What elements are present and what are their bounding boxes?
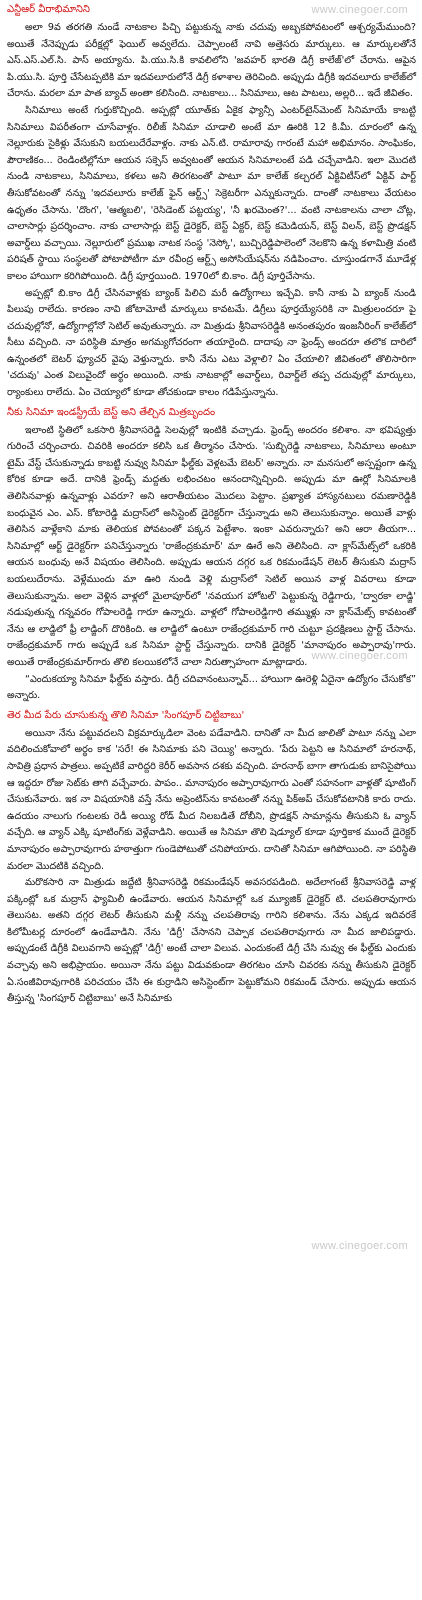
- paragraph: సినిమాలు అంటే గుర్తుకొచ్చింది. అప్పట్లో యూత్‌కు ఏకైక ఫ్యాన్సీ ఎంటర్‌టైన్‌మెంట్ సినిమాయే కాబట్టి సినిమాలు విపరీతంగా చూసేవాళ్లం. రిలీజ్ సినిమా చూడాలి అంటే మా ఊరికి 12 కి.మీ. దూరంలో ఉన్న నెల్లూరుకు సైకిళ్లు వేసుకుని బయలుదేరేవాళ్లం. నాకు ఎన్.టి. రామారావు గారంటే మహా అభిమానం. సాంఘికం, పౌరాణికం... రెండింటిల్లోనూ ఆయన సక్సెస్ అవ్వటంతో ఆయన సినిమాలంటే పడి చచ్చేవాడిని. ఇలా మొదటి నుండి నాటకాలు, సినిమాలు, కళలు అని తిరగటంతో పాటూ మా కాలేజ్ కల్చరల్ ఏక్టివిటీస్‌లో ఏక్టివ్ పార్ట్ తీసుకోవటంతో నన్ను 'ఇదవలూరు కాలేజ్ ఫైన్ ఆర్ట్స్' సెక్రెటరీగా ఎన్నుకున్నారు. దాంతో నాటకాలు వేయటం ఉధృతం చేసాను. 'దొంగ', 'ఆత్మబలి', 'రెసిడెంట్ పట్టయ్య', 'నీ ఖరమెంత?'... వంటి నాటకాలను చాలా చోట్ల, చాలాసార్లు ప్రదర్శించాం. నాకు చాలాసార్లు బెస్ట్ డైరెక్టర్, బెస్ట్ ఏక్టర్, బెస్ట్ కమెడియన్, బెస్ట్ విలన్, బెస్ట్ ప్రొడక్షన్ అవార్డ్‌లు వచ్చాయి. నెల్లూరులో ప్రముఖ నాటక సంస్థ 'నెస్కో', బుచ్చిరెడ్డిపాలెంలో నెలకొని ఉన్న కళామిత్రి వంటి పరిషత్ స్థాయి సంస్థలతో పోటాపోటీగా మా రవీంద్ర ఆర్ట్స్ అసోసియేషన్‌ను నడిపించాం. చూస్తుండగానే మూడేళ్ల కాలం హాయిగా కరిగిపోయింది. డిగ్రీ పూర్తయింది. 1970లో బి.కాం. డిగ్రీ పూర్తిచేసాను.: [7, 104, 416, 282]
- section-ntr-fan: [7, 2, 416, 402]
- section-friends-advice: [7, 405, 416, 705]
- section-heading: నీకు సినిమా ఇండస్ట్రీయే బెస్ట్ అని తేల్చిన మిత్రబృందం: [7, 406, 216, 418]
- section-heading: ఎన్టీఆర్ వీరాభిమానిని: [7, 4, 90, 15]
- section-heading: తెర మీద పేరు చూసుకున్న తొలి సినిమా 'సింగపూర్ చిట్టిబాబు': [7, 709, 245, 721]
- watermark: www.cinegoer.com: [311, 4, 408, 16]
- watermark: www.cinegoer.com: [311, 1240, 408, 1252]
- watermark: www.cinegoer.com: [311, 650, 408, 662]
- quote-paragraph: “ఎందుకయ్యా సినిమా ఫీల్డ్‌కు వస్తారు. డిగ్రీ చదివానంటున్నావ్... హాయిగా ఊరెళ్లి ఏదైనా ఉద్యోగం చేసుకోక” అన్నారు.: [7, 673, 416, 702]
- paragraph: అప్పట్లో బి.కాం డిగ్రీ చేసినవాళ్లకు బ్యాంక్ పిలిచి మరీ ఉద్యోగాలు ఇచ్చేవి. కానీ నాకు ఏ బ్యాంక్ నుండి పిలుపు రాలేదు. కారణం నావి జోటామోటీ మార్కులు కావటమే. డిగ్రీలు పూర్తయ్యేసరికి నా మిత్రులందరూ పై చదువుల్లోనో, ఉద్యోగాల్లోనో సెటిల్ అవుతున్నారు. నా మిత్రుడు శ్రీనివాసరెడ్డికి అనంతపురం ఇంజనీరింగ్ కాలేజ్‌లో సీటు వచ్చింది. నా పరిస్థితి మాత్రం అగమ్యగోచరంగా తయారైంది. దాదాపు నా ఫ్రెండ్స్ అందరూ తలొక దారిలో ఉన్నంతలో బెటర్ ఫ్యూచర్ వైపు వెళ్తున్నారు. కానీ నేను ఎటు వెళ్లాలి? ఏం చేయాలి? జీవితంలో తొలిసారిగా 'చదువు' ఎంత విలువైందో అర్థం అయింది. నాకు నాటకాల్లో అవార్డ్‌లు, రివార్డ్‌లే తప్ప చదువుల్లో మార్కులు, ర్యాంకులు రాలేదు. ఏం చెయ్యాలో కూడా తోచకుండా కాలం గడిపేస్తున్నాను.: [7, 287, 416, 399]
- section-first-film-credit: [7, 708, 416, 1008]
- paragraph: మరొకసారి నా మిత్రుడు జద్దేటి శ్రీనివాసరెడ్డి రికమండేషన్ అవసరపడింది. అదేలాగంటే శ్రీనివాసరెడ్డి వాళ్ల పక్కింట్లో ఒక మద్రాస్ ఫ్యామిలీ ఉండేవారు. ఆయన సినిమాల్లో ఒక మ్యూజిక్ డైరెక్టర్ టి. చలపతిరావుగారు తెలుసట. అతని దగ్గర లెటర్ తీసుకుని మళ్లీ నన్ను చలపతిరావు గారిని కలిశాను. నేను ఎక్కడ ఇదివరకే కిలోమీటర్ల దూరంలో ఉండేవాడిని. నేను 'డిగ్రీ' చేసానని చెప్పాక చలపతిరావుగారు నా మీద జాలిపడ్డారు. అప్పుడంటే డిగ్రీకి విలువగాని అప్పట్లో 'డిగ్రీ' అంటే చాలా విలువ. ఎందుకంటే డిగ్రీ చేసి నువ్వు ఈ ఫీల్డ్‌కు ఎందుకు వచ్చావు అని అభిప్రాయం. అయినా నేను పట్టు విడువకుండా తిరగటం చూసి చివరకు నన్ను తీసుకుని డైరెక్టర్ ఏ.సంజీవిరావుగారికి పరిచయం చేసి ఈ కుర్రాడిని అసిస్టెంట్‌గా పెట్టుకోమని రికమండ్ చేసారు. అప్పుడు ఆయన తీస్తున్న 'సింగపూర్ చిట్టిబాబు' అనే సినిమాకు: [7, 877, 416, 1005]
- paragraph: అలా 9వ తరగతి నుండే నాటకాల పిచ్చి పట్టుకున్న నాకు చదువు అబ్బకపోవటంలో ఆశ్చర్యమేముంది? అయితే నేనెప్పుడు పరీక్షల్లో ఫెయిల్ అవ్వలేదు. చెప్పాలంటే నావి అత్తెసరు మార్కులు. ఆ మార్కులతోనే ఎస్.ఎస్.ఎల్.సి. పాస్ అయ్యాను. పి.యు.సి.కి కావలిలోని 'జవహర్ భారతి డిగ్రీ కాలేజ్'లో చేరాను. ఆపైన పి.యు.సి. పూర్తి చేసేటప్పటికి మా ఇదవలూరులోనే డిగ్రీ కళాశాల తెరిచింది. అప్పుడు డిగ్రీకి ఇదవలూరు కాలేజ్‌లో చేరాను. మరలా మా పాత బ్యాచ్ అంతా కలిసింది. నాటకాలు... సినిమాలు, ఆట పాటలు, అల్లరి... ఇదే జీవితం.: [7, 22, 416, 100]
- paragraph: ఇలాంటి స్థితిలో ఒకసారి శ్రీనివాసరెడ్డి సెలవుల్లో ఇంటికి వచ్చాడు. ఫ్రెండ్స్ అందరం కలిశాం. నా భవిష్యత్తు గురించే చర్చించారు. చివరికి అందరూ కలిసి ఒక తీర్మానం చేసారు. 'సుబ్బిరెడ్డి నాటకాలు, సినిమాలు అంటూ టైమ్ వేస్ట్ చేసుకున్నాడు కాబట్టి నువ్వు సినిమా ఫీల్డ్‌కు వెళ్లటమే బెటర్' అన్నారు. నా మనసులో అస్పష్టంగా ఉన్న కోరిక కూడా అదే. దానికి ఫ్రెండ్స్ మద్దతు లభించటం ఆనందాన్నిచ్చింది. అప్పుడు మా ఊర్లో సినిమాలకి తెలిసినవాళ్లు ఉన్నవాళ్లు ఎవరూ? అని ఆరాతీయటం మొదలు పెట్టాం. ప్రఖ్యాత హాస్యనటులు రమణారెడ్డికి బంధువైన ఎం. ఎస్. కోటారెడ్డి మద్రాస్‌లో అసిస్టెంట్ డైరెక్టర్‌గా చేస్తున్నాడు అని తెలుసుకున్నాం. అయితే వాళ్లు తెలిసిన వాళ్లేకాని మాకు తెలియక పోవటంతో పక్కన పెట్టేశాం. ఇంకా ఎవరున్నారు? అని ఆరా తీయగా... సినిమాల్లో ఆర్ట్ డైరెక్టర్‌గా పనిచేస్తున్నారు 'రాజేంద్రకుమార్' మా ఊరే అని తెలిసింది. నా క్లాస్‌మేట్స్‌లో ఒకరికి ఆయన బంధువు అనే విషయం తెలిసింది. అప్పుడు ఆయన దగ్గర ఒక రికమండేషన్ లెటర్ తీసుకుని మద్రాస్ బయలుదేరాను. వెళ్లేముందు మా ఊరి నుండి వెళ్లి మద్రాస్‌లో సెటిల్ అయిన వాళ్ల వివరాలు కూడా తెలుసుకున్నాను. అలా వెళ్లిన వాళ్లలో మైలాపూర్‌లో 'నవయుగ హోటల్' పెట్టుకున్న రెడ్డిగారు, 'ద్వారకా లాడ్జి' నడుపుతున్న గన్నవరం గోపాలరెడ్డి గారూ ఉన్నారు. వాళ్లలో గోపాలరెడ్డిగారి తమ్ముళ్లు నా క్లాస్‌మేట్స్ కావటంతో నేను ఆ లాడ్జిలో ఫ్రీ లాడ్జింగ్ దొరికింది. ఆ లాడ్జిలో ఉంటూ రాజేంద్రకుమార్ గారి చుట్టూ ప్రదక్షిణలు స్టార్ట్ చేసాను. రాజేంద్రకుమార్ గారు అప్పుడే ఒక సినిమా స్టార్ట్ చేస్తున్నారు. దానికి డైరెక్టర్ 'మానాపురం అప్పారావు'గారు. అయితే రాజేంద్రకుమార్‌గారు తొలి కలయికలోనే చాలా నిరుత్సాహంగా మాట్లాడారు.: [7, 424, 416, 668]
- paragraph: అయినా నేను పట్టువదలని విక్రమార్కుడిలా వెంట పడేవాడిని. దానితో నా మీద జాలితో పాటూ నన్ను ఎలా వదిలించుకోవాలో అర్థం కాక 'సరే! ఈ సినిమాకు పని చెయ్యి' అన్నారు. 'పేరు పెట్టని ఆ సినిమాలో హరనాథ్, సావిత్రి ప్రధాన పాత్రలు. అప్పటికే వారిద్దరి కెరీర్ అవసాన దశకు వచ్చింది. హరనాథ్ బాగా తాగుడుకు బానిసైపోయి ఆ ఇద్దరూ రోజు సెట్‌కు తాగి వచ్చేవారు. పాపం.. మానాపురం అప్పారావుగారు ఎంతో సహనంగా వాళ్లతో షూటింగ్ చేసుకునేవారు. ఇక నా విషయానికి వస్తే నేను అప్రెంటిస్‌ను కావటంతో నన్ను పిక్‌అప్ చేసుకోవటానికి కారు రాదు. ఉదయం నాలుగు గంటలకు రెడీ అయ్యి రోడ్ మీద నిలబడితే దోబీని, ప్రొడక్షన్ సామాన్లను తీసుకుని ఓ వ్యాన్ వచ్చేది. ఆ వ్యాన్ ఎక్కి షూటింగ్‌కు వెళ్లేవాడిని. అయితే ఆ సినిమా తొలి షెడ్యూల్ కూడా పూర్తికాక ముందే డైరెక్టర్ మానాపురం అప్పారావుగారు హఠాత్తుగా గుండెపోటుతో చనిపోయారు. దానితో సినిమా ఆగిపోయింది. నా పరిస్థితి మరలా మొదటికి వచ్చింది.: [7, 727, 416, 872]
